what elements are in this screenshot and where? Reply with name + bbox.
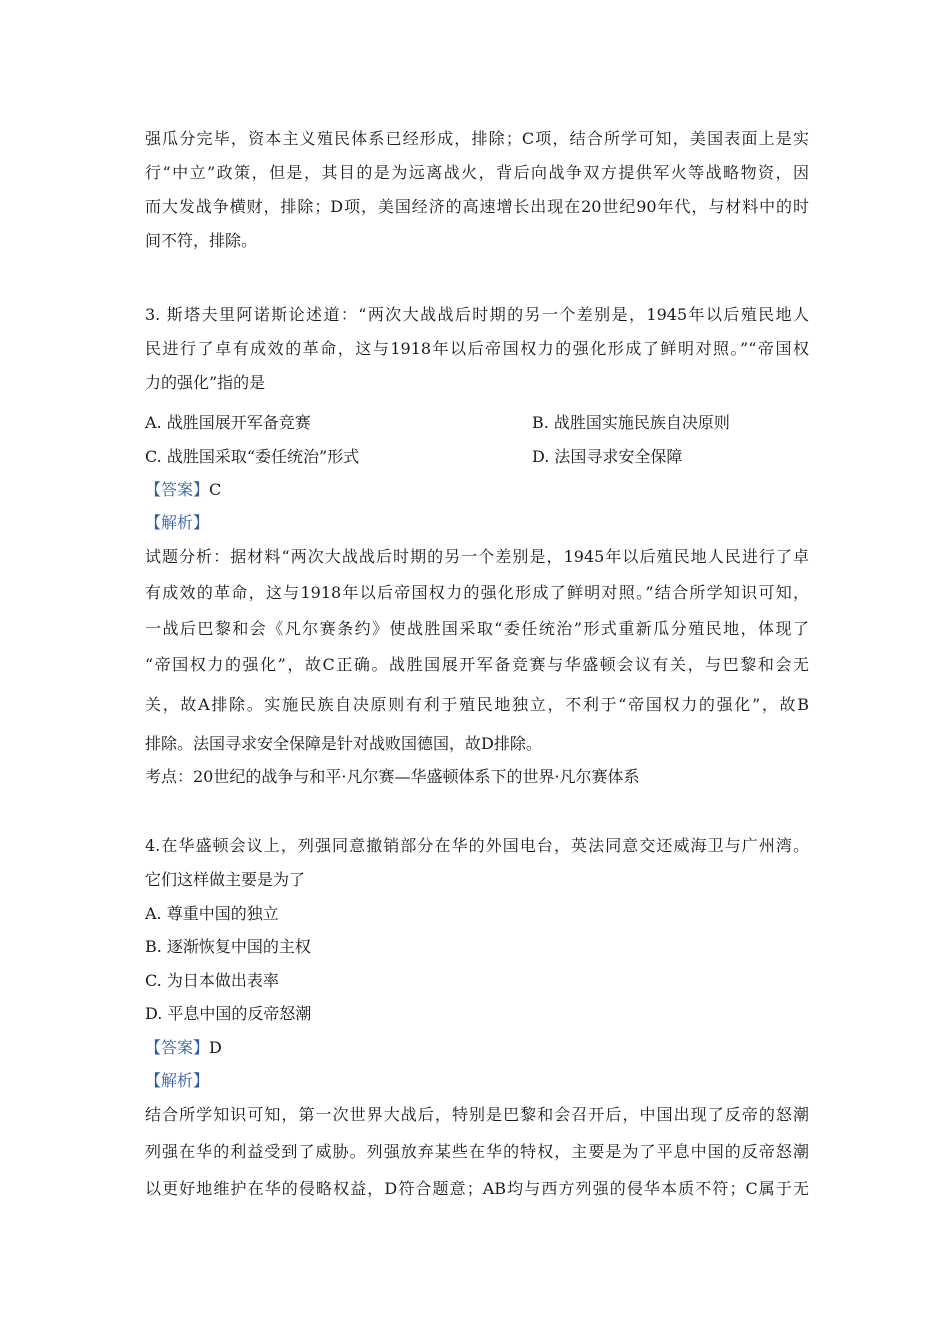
q4-answer <box>145 1038 222 1058</box>
q4-option-a: A. 尊重中国的独立 <box>145 904 279 923</box>
q4-option-d: D. 平息中国的反帝怒潮 <box>145 1004 312 1023</box>
q3-option-a: A. 战胜国展开军备竞赛 <box>145 413 311 432</box>
q4-stem-line: 4.在华盛顿会议上，列强同意撤销部分在华的外国电台，英法同意交还威海卫与广州湾。 <box>145 836 809 855</box>
q3-stem-line: 力的强化”指的是 <box>145 373 266 392</box>
q4-analysis-line: 以更好地维护在华的侵略权益，D符合题意；AB均与西方列强的侵华本质不符；C属于无 <box>145 1179 809 1198</box>
q3-option-b: B. 战胜国实施民族自决原则 <box>532 413 730 432</box>
q4-option-b: B. 逐渐恢复中国的主权 <box>145 937 311 956</box>
q3-option-d: D. 法国寻求安全保障 <box>532 447 683 466</box>
paragraph-line: 行“中立”政策，但是，其目的是为远离战火，背后向战争双方提供军火等战略物资，因 <box>145 163 809 182</box>
answer-tag: 【答案】 <box>145 1038 210 1057</box>
q3-stem-line: 民进行了卓有成效的革命，这与1918年以后帝国权力的强化形成了鲜明对照。”“帝国权 <box>145 339 809 358</box>
q3-analysis-line: “帝国权力的强化”，故C正确。战胜国展开军备竞赛与华盛顿会议有关，与巴黎和会无 <box>145 655 809 674</box>
q3-answer <box>145 480 221 500</box>
q3-stem-line: 3. 斯塔夫里阿诺斯论述道：“两次大战战后时期的另一个差别是，1945年以后殖民地人 <box>145 305 809 324</box>
q3-option-c: C. 战胜国采取“委任统治”形式 <box>145 447 360 466</box>
q3-analysis-line: 有成效的革命，这与1918年以后帝国权力的强化形成了鲜明对照。”结合所学知识可知， <box>145 583 809 602</box>
q4-analysis-line: 列强在华的利益受到了威胁。列强放弃某些在华的特权，主要是为了平息中国的反帝怒潮 <box>145 1142 809 1161</box>
q3-analysis-line: 关，故A排除。实施民族自决原则有利于殖民地独立，不利于“帝国权力的强化”，故B <box>145 695 809 714</box>
q3-analysis-tag: 【解析】 <box>145 513 210 532</box>
paragraph-line: 间不符，排除。 <box>145 231 258 250</box>
q3-kaodian: 考点：20世纪的战争与和平·凡尔赛—华盛顿体系下的世界·凡尔赛体系 <box>145 767 640 786</box>
q3-analysis-line: 一战后巴黎和会《凡尔赛条约》使战胜国采取“委任统治”形式重新瓜分殖民地，体现了 <box>145 619 809 638</box>
paragraph-line: 强瓜分完毕，资本主义殖民体系已经形成，排除；C项，结合所学可知，美国表面上是实 <box>145 129 809 148</box>
q4-analysis-line: 结合所学知识可知，第一次世界大战后，特别是巴黎和会召开后，中国出现了反帝的怒潮 <box>145 1105 809 1124</box>
q3-analysis-line: 试题分析：据材料“两次大战战后时期的另一个差别是，1945年以后殖民地人民进行了卓 <box>145 547 809 566</box>
q4-stem-line: 它们这样做主要是为了 <box>145 870 306 889</box>
answer-tag: 【答案】 <box>145 480 210 499</box>
q4-option-c: C. 为日本做出表率 <box>145 971 279 990</box>
answer-value: C <box>209 480 222 499</box>
answer-value: D <box>209 1038 222 1057</box>
paragraph-line: 而大发战争横财，排除；D项，美国经济的高速增长出现在20世纪90年代，与材料中的时 <box>145 197 809 216</box>
q4-analysis-tag: 【解析】 <box>145 1071 210 1090</box>
q3-analysis-line: 排除。法国寻求安全保障是针对战败国德国，故D排除。 <box>145 734 542 753</box>
